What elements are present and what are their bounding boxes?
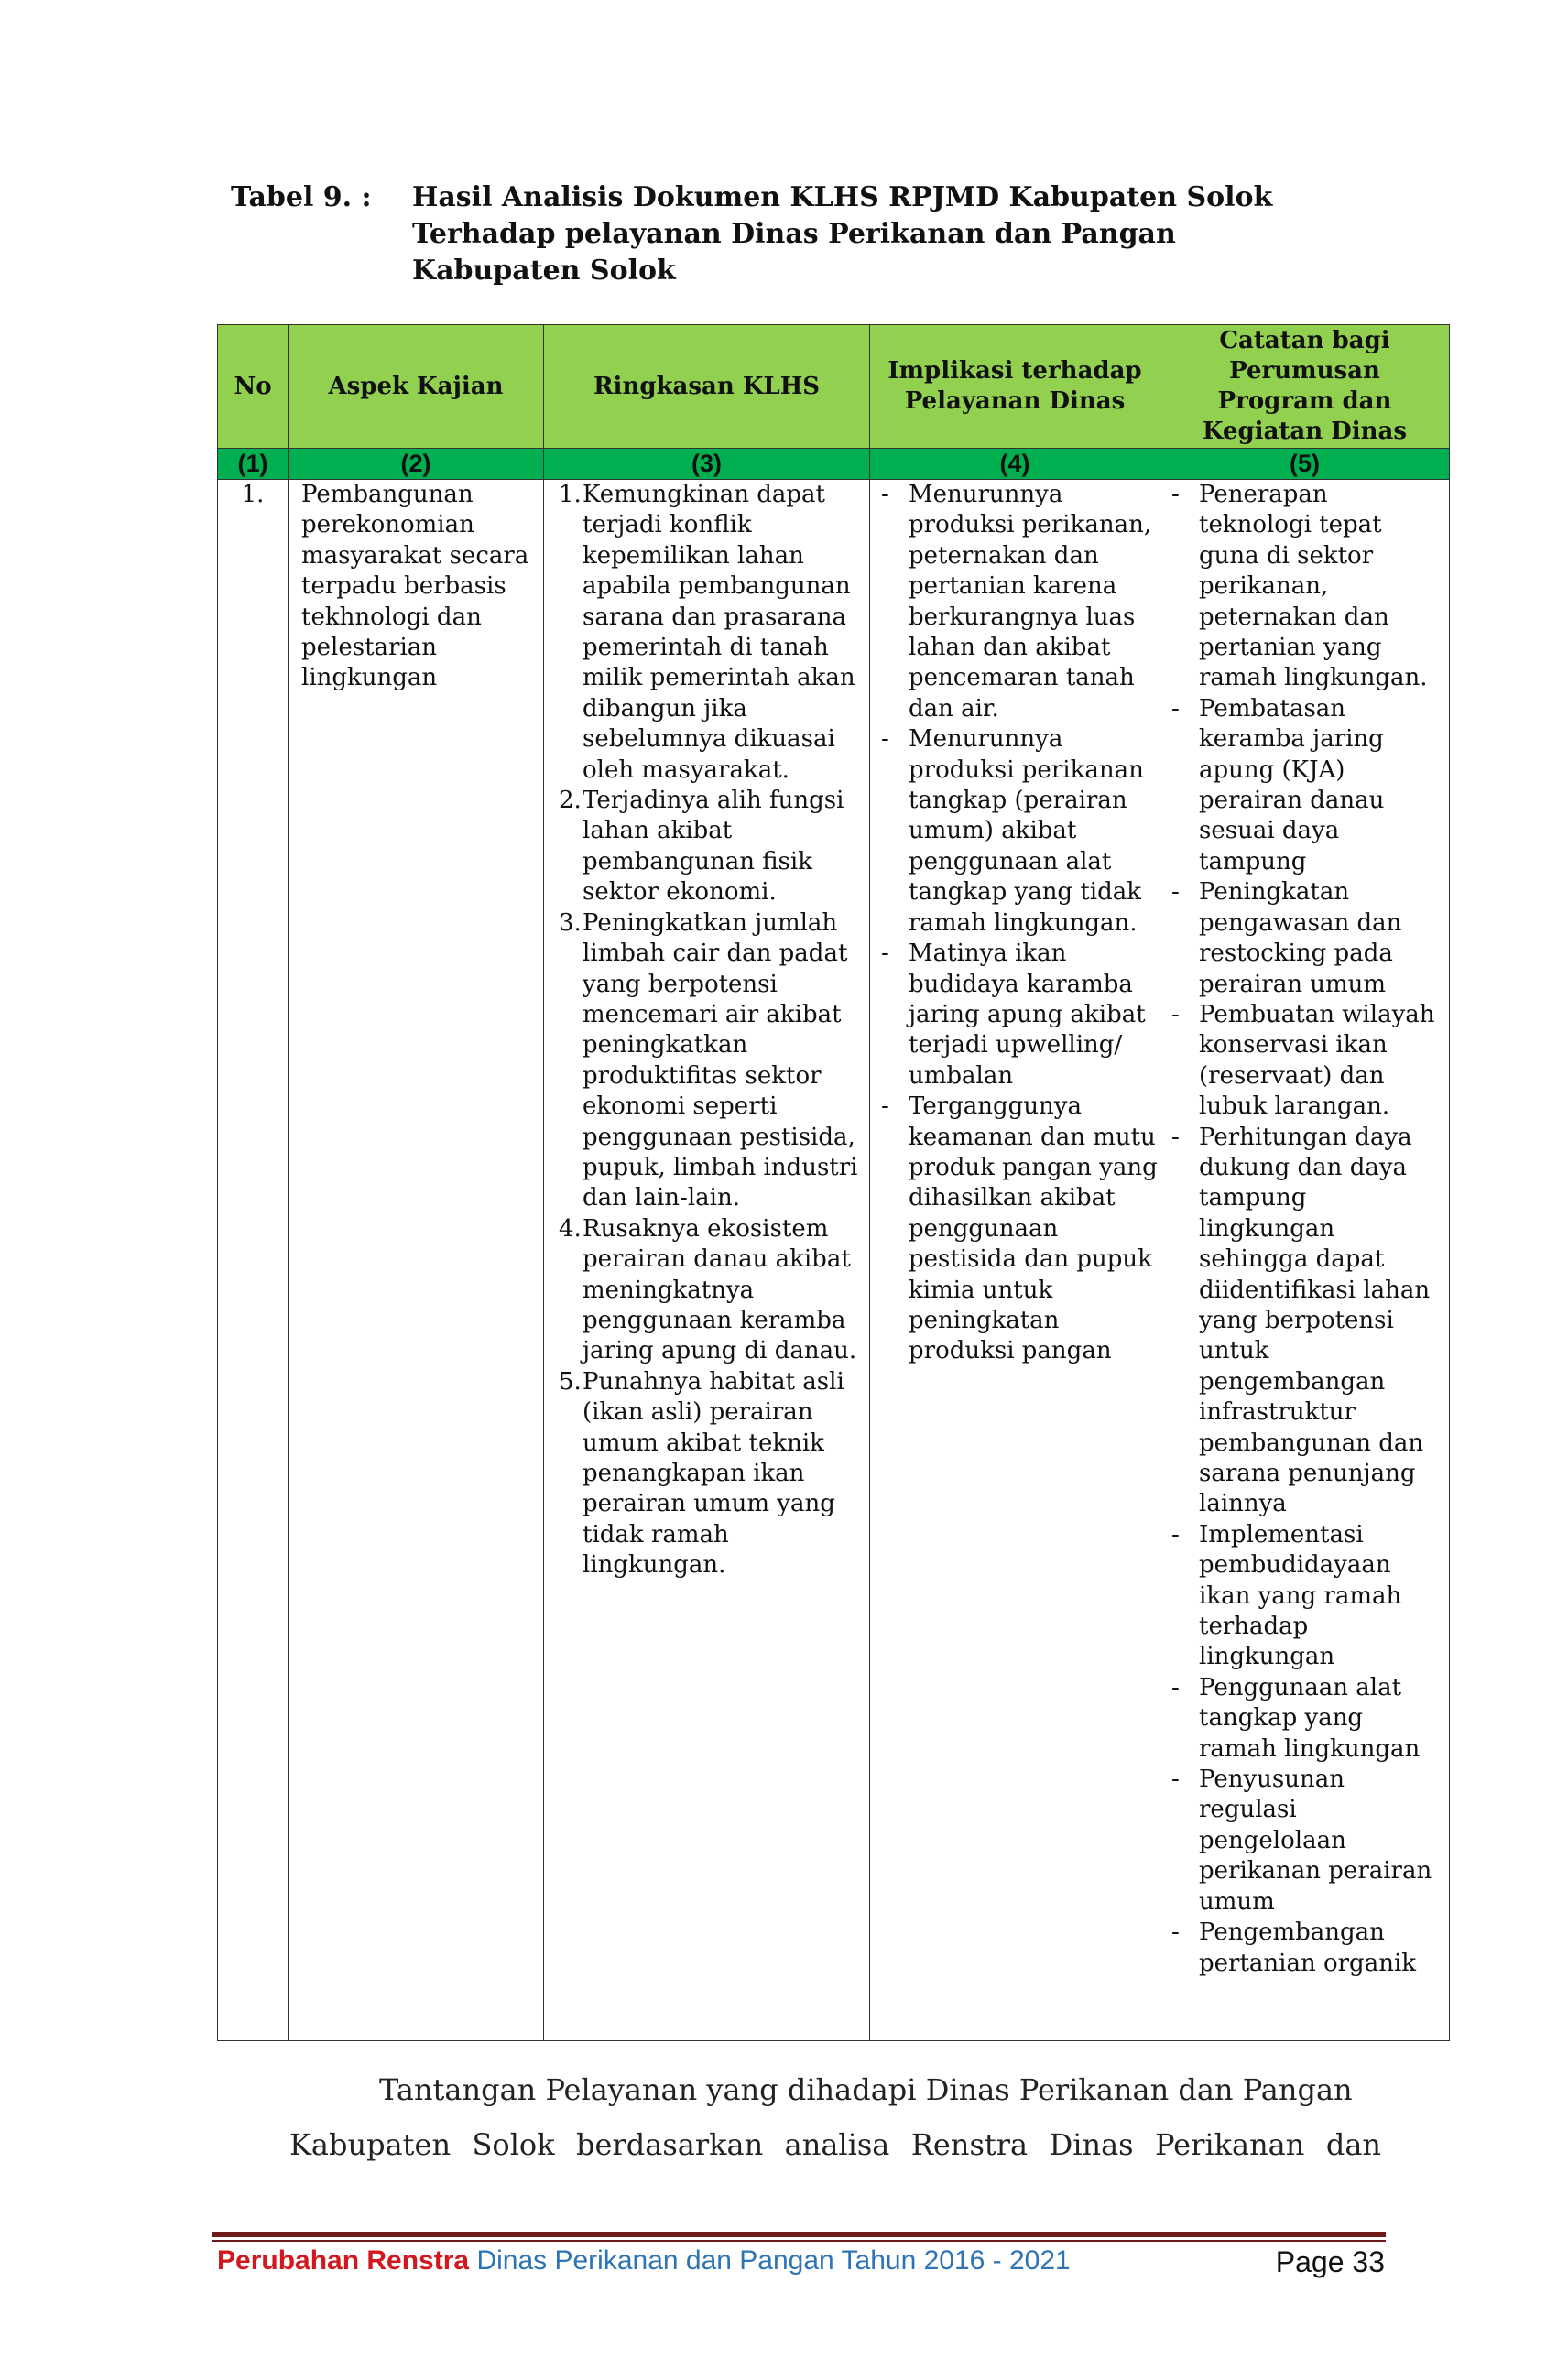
catatan-cell: [1160, 480, 1450, 2041]
caption-label: Tabel 9. :: [231, 181, 372, 213]
list-marker: -: [1171, 1918, 1180, 1947]
list-marker: -: [881, 940, 889, 968]
header-no: No: [218, 325, 289, 449]
catatan-list: [1160, 480, 1449, 1979]
page-number: Page 33: [1275, 2245, 1385, 2278]
column-number: (5): [1160, 449, 1450, 480]
list-item-text: Penyusunan regulasi pengelolaan perikanan perairan umum: [1199, 1766, 1432, 1916]
list-item: [1160, 877, 1449, 1000]
list-marker: -: [1171, 878, 1180, 907]
list-item: [1160, 480, 1449, 694]
list-marker: 3.: [559, 908, 582, 937]
list-item: [870, 939, 1160, 1092]
list-item: [544, 480, 869, 786]
footer-subtitle: Dinas Perikanan dan Pangan Tahun 2016 - 2021: [476, 2245, 1071, 2276]
list-item: [1160, 1918, 1449, 1979]
list-item-text: Terganggunya keamanan dan mutu produk pangan yang dihasilkan akibat penggunaan pestisida dan pupuk kimia untuk peningkatan produksi pangan: [909, 1092, 1158, 1365]
header-catatan: Catatan bagi Perumusan Program dan Kegiatan Dinas: [1160, 325, 1450, 449]
list-item: [544, 786, 869, 908]
list-item-text: Peningkatan pengawasan dan restocking pada perairan umum: [1199, 878, 1402, 998]
caption-title-line: Terhadap pelayanan Dinas Perikanan dan Pangan: [412, 218, 1176, 250]
list-marker: -: [1171, 1766, 1180, 1794]
implikasi-cell: [870, 480, 1160, 2041]
table-row: [218, 480, 1450, 2041]
list-item: [870, 1092, 1160, 1367]
list-item-text: Rusaknya ekosistem perairan danau akibat meningkatnya penggunaan keramba jaring apung di danau.: [583, 1214, 857, 1365]
list-marker: -: [1171, 1673, 1180, 1701]
list-item: [1160, 1520, 1449, 1673]
list-marker: -: [881, 725, 889, 754]
list-marker: -: [1171, 1520, 1180, 1549]
column-number-row: [218, 449, 1450, 480]
row-number: 1.: [218, 480, 289, 2041]
list-item: [544, 908, 869, 1214]
list-item: [544, 1214, 869, 1367]
list-item-text: Punahnya habitat asli (ikan asli) perairan umum akibat teknik penangkapan ikan perairan umum yang tidak ramah lingkungan.: [583, 1367, 844, 1580]
list-item-text: Pengembangan pertanian organik: [1199, 1918, 1417, 1977]
list-item-text: Pembuatan wilayah konservasi ikan (reservaat) dan lubuk larangan.: [1199, 1000, 1435, 1121]
list-marker: 1.: [559, 481, 582, 508]
list-item: [1160, 1673, 1449, 1765]
list-item: [1160, 1123, 1449, 1520]
footer-rule: [212, 2232, 1386, 2237]
list-marker: -: [1171, 694, 1180, 723]
header-implikasi: Implikasi terhadap Pelayanan Dinas: [870, 325, 1160, 449]
list-item-text: Terjadinya alih fungsi lahan akibat pembangunan fisik sektor ekonomi.: [583, 787, 844, 907]
list-item-text: Matinya ikan budidaya karamba jaring apung akibat terjadi upwelling/ umbalan: [909, 940, 1146, 1090]
list-marker: -: [881, 481, 889, 508]
page-footer: [217, 2245, 1385, 2282]
ringkasan-list: [544, 480, 869, 1581]
list-marker: -: [1171, 1123, 1180, 1151]
list-item-text: Penerapan teknologi tepat guna di sektor perikanan, peternakan dan pertanian yang ramah lingkungan.: [1199, 481, 1428, 692]
list-marker: -: [1171, 481, 1180, 508]
header-aspek-kajian: Aspek Kajian: [289, 325, 544, 449]
ringkasan-klhs-cell: [544, 480, 870, 2041]
column-number: (2): [289, 449, 544, 480]
caption-title-line: Hasil Analisis Dokumen KLHS RPJMD Kabupaten Solok: [412, 181, 1273, 213]
list-item-text: Peningkatkan jumlah limbah cair dan padat yang berpotensi mencemari air akibat peningkatkan produktifitas sektor ekonomi seperti penggunaan pestisida, pupuk, limbah industri dan lain-lain.: [583, 908, 858, 1212]
list-item: [1160, 694, 1449, 877]
column-number: (1): [218, 449, 289, 480]
list-marker: 5.: [559, 1367, 582, 1396]
body-paragraph-line: Kabupaten Solok berdasarkan analisa Renstra Dinas Perikanan dan: [289, 2127, 1381, 2162]
list-item-text: Penggunaan alat tangkap yang ramah lingkungan: [1199, 1673, 1421, 1763]
klhs-analysis-table: [217, 324, 1450, 2041]
aspek-kajian-cell: Pembangunan perekonomian masyarakat secara terpadu berbasis tekhnologi dan pelestarian lingkungan: [289, 480, 544, 2041]
list-item-text: Kemungkinan dapat terjadi konflik kepemilikan lahan apabila pembangunan sarana dan prasarana pemerintah di tanah milik pemerintah akan dibangun jika sebelumnya dikuasai oleh masyarakat.: [583, 481, 855, 784]
footer-brand: Perubahan Renstra: [217, 2245, 470, 2276]
list-item: [1160, 1000, 1449, 1123]
list-item: [1160, 1765, 1449, 1918]
list-marker: -: [1171, 1000, 1180, 1028]
list-item-text: Perhitungan daya dukung dan daya tampung lingkungan sehingga dapat diidentifikasi lahan yang berpotensi untuk pengembangan infrastruktur pembangunan dan sarana penunjang lainnya: [1199, 1123, 1431, 1518]
column-number: (3): [544, 449, 870, 480]
column-number: (4): [870, 449, 1160, 480]
list-marker: 2.: [559, 787, 582, 815]
list-item-text: Menurunnya produksi perikanan, peternakan dan pertanian karena berkurangnya luas lahan dan akibat pencemaran tanah dan air.: [909, 481, 1152, 723]
list-item-text: Pembatasan keramba jaring apung (KJA) perairan danau sesuai daya tampung: [1199, 694, 1385, 875]
header-ringkasan-klhs: Ringkasan KLHS: [544, 325, 870, 449]
list-item: [870, 480, 1160, 724]
body-paragraph-line: Tantangan Pelayanan yang dihadapi Dinas Perikanan dan Pangan: [379, 2072, 1353, 2107]
list-item-text: Implementasi pembudidayaan ikan yang ramah terhadap lingkungan: [1199, 1520, 1402, 1671]
header-row: [218, 325, 1450, 449]
list-item: [870, 724, 1160, 939]
list-marker: 4.: [559, 1214, 582, 1243]
caption-title-line: Kabupaten Solok: [412, 255, 676, 287]
caption-title: [412, 179, 1328, 289]
list-item-text: Menurunnya produksi perikanan tangkap (perairan umum) akibat penggunaan alat tangkap yang tidak ramah lingkungan.: [909, 725, 1144, 937]
list-marker: -: [881, 1092, 889, 1121]
implikasi-list: [870, 480, 1160, 1367]
list-item: [544, 1367, 869, 1581]
footer-rule-thin: [212, 2240, 1386, 2242]
